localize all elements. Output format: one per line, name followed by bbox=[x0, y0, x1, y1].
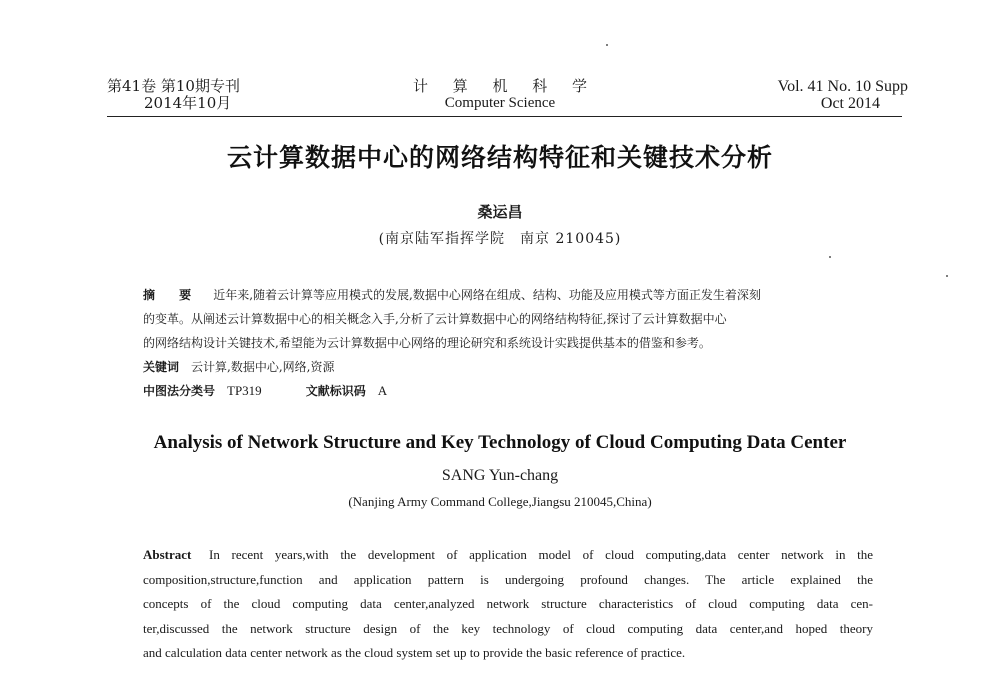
journal-date-en: Oct 2014 bbox=[820, 95, 880, 112]
author-name-cn: 桑运昌 bbox=[477, 203, 523, 221]
classification-info bbox=[143, 379, 873, 403]
journal-name-cn: 计 算 机 科 学 bbox=[412, 77, 598, 95]
scan-speck bbox=[946, 275, 948, 277]
scan-speck bbox=[606, 44, 608, 46]
abstract-en-line: concepts of the cloud computing data center,analyzed network structure characteristics of cloud computing data cen- bbox=[143, 596, 873, 611]
abstract-cn-line: 的变革。从阐述云计算数据中心的相关概念入手,分析了云计算数据中心的网络结构特征,探讨了云计算数据中心 bbox=[143, 312, 727, 326]
abstract-cn-line: 的网络结构设计关键技术,希望能为云计算数据中心网络的理论研究和系统设计实践提供基本的借鉴和参考。 bbox=[143, 336, 711, 350]
author-affiliation-cn: (南京陆军指挥学院 南京 210045) bbox=[378, 231, 622, 247]
journal-issue-cn: 第41卷 第10期专刊 bbox=[107, 77, 240, 95]
journal-name-en: Computer Science bbox=[444, 95, 556, 111]
abstract-cn-line bbox=[143, 283, 873, 307]
abstract-cn bbox=[143, 283, 873, 403]
abstract-en-line: composition,structure,function and application pattern is undergoing profound changes. The article explained the bbox=[143, 571, 873, 587]
keywords-cn-value: 云计算,数据中心,网络,资源 bbox=[191, 360, 335, 374]
abstract-en bbox=[143, 543, 873, 666]
header-rule bbox=[107, 116, 902, 117]
paper-title-cn: 云计算数据中心的网络结构特征和关键技术分析 bbox=[226, 143, 773, 172]
abstract-en-label: Abstract bbox=[143, 547, 192, 562]
keywords-cn-label: 关键词 bbox=[143, 360, 180, 374]
abstract-en-line: ter,discussed the network structure design of the key technology of cloud computing data center,and hoped theory bbox=[143, 620, 873, 636]
abstract-en-line: and calculation data center network as the cloud system set up to provide the basic reference of practice. bbox=[143, 645, 686, 660]
clc-value: TP319 bbox=[227, 383, 262, 398]
keywords-cn bbox=[143, 355, 873, 379]
doc-code-value: A bbox=[377, 383, 388, 398]
abstract-cn-label: 摘 要 bbox=[143, 288, 202, 302]
clc-label: 中图法分类号 bbox=[143, 384, 216, 398]
journal-volume-en: Vol. 41 No. 10 Supp bbox=[777, 78, 908, 95]
paper-title-en: Analysis of Network Structure and Key Technology of Cloud Computing Data Center bbox=[153, 432, 847, 453]
scan-speck bbox=[829, 256, 831, 258]
author-affiliation-en: (Nanjing Army Command College,Jiangsu 210045,China) bbox=[348, 494, 652, 509]
abstract-en-line bbox=[143, 543, 873, 568]
abstract-en-text: In recent years,with the development of application model of cloud computing,data center network in the bbox=[209, 547, 873, 562]
author-name-en: SANG Yun-chang bbox=[441, 467, 559, 484]
abstract-cn-text: 近年来,随着云计算等应用模式的发展,数据中心网络在组成、结构、功能及应用模式等方面正发生着深刻 bbox=[213, 288, 761, 302]
journal-volume-info bbox=[778, 78, 908, 112]
doc-code-label: 文献标识码 bbox=[305, 384, 366, 398]
journal-date-cn: 2014年10月 bbox=[144, 94, 232, 112]
